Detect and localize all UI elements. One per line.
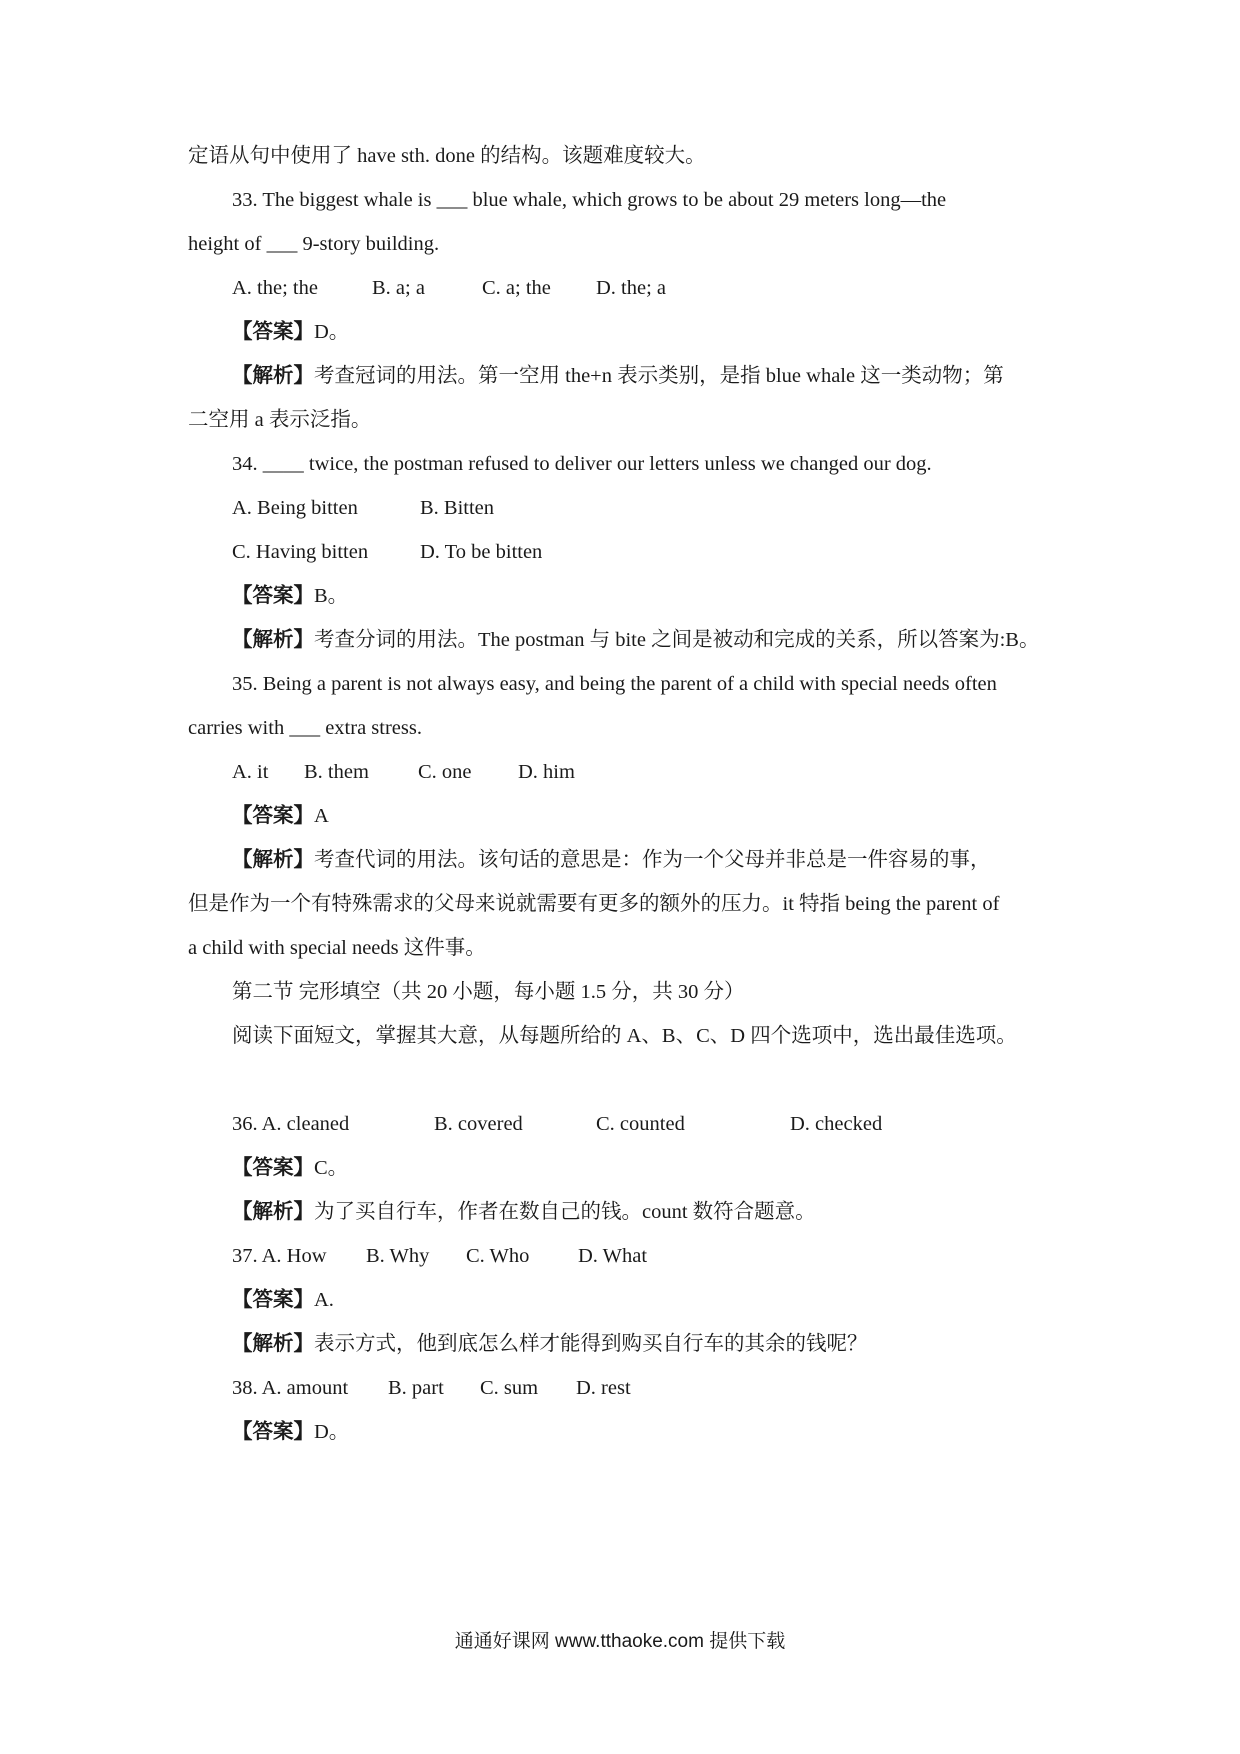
analysis-text: 表示方式，他到底怎么样才能得到购买自行车的其余的钱呢？ xyxy=(314,1333,868,1355)
q38-options xyxy=(232,1373,631,1403)
q37-answer xyxy=(232,1285,334,1315)
q34-answer xyxy=(232,581,348,611)
answer-label: 【答案】 xyxy=(232,321,314,343)
q35-answer xyxy=(232,801,329,831)
answer-label: 【答案】 xyxy=(232,585,314,607)
q33-stem-line2: height of ___ 9-story building. xyxy=(188,233,440,255)
answer-label: 【答案】 xyxy=(232,1157,314,1179)
q34-option-c: C. Having bitten xyxy=(232,541,369,563)
q34-analysis-line1 xyxy=(232,625,1039,655)
q38-option-a: 38. A. amount xyxy=(232,1377,349,1399)
q35-analysis-line3: a child with special needs 这件事。 xyxy=(188,937,486,959)
q35-stem-line2: carries with ___ extra stress. xyxy=(188,717,422,739)
page-footer: 通通好课网 www.tthaoke.com 提供下载 xyxy=(454,1631,786,1652)
q38-option-d: D. rest xyxy=(576,1377,631,1399)
q33-option-b: B. a; a xyxy=(372,277,425,299)
analysis-label: 【解析】 xyxy=(232,849,314,871)
q36-option-b: B. covered xyxy=(434,1113,523,1135)
q34-option-b: B. Bitten xyxy=(420,497,495,519)
q38-answer xyxy=(232,1417,349,1447)
q36-options xyxy=(232,1109,882,1139)
section2-instruction: 阅读下面短文，掌握其大意，从每题所给的 A、B、C、D 四个选项中，选出最佳选项。 xyxy=(232,1025,1017,1047)
q33-analysis-line1 xyxy=(232,361,1004,391)
q36-option-a: 36. A. cleaned xyxy=(232,1113,350,1135)
q37-option-a: 37. A. How xyxy=(232,1245,327,1267)
answer-label: 【答案】 xyxy=(232,805,314,827)
analysis-label: 【解析】 xyxy=(232,1333,314,1355)
analysis-text: 考查冠词的用法。第一空用 the+n 表示类别，是指 blue whale 这一类动物；第 xyxy=(314,365,1004,387)
answer-value: B。 xyxy=(314,585,349,607)
q34-option-a: A. Being bitten xyxy=(232,497,358,519)
analysis-text: 为了买自行车，作者在数自己的钱。count 数符合题意。 xyxy=(314,1201,816,1223)
q35-option-c: C. one xyxy=(418,761,472,783)
intro-line: 定语从句中使用了 have sth. done 的结构。该题难度较大。 xyxy=(188,145,706,167)
q37-option-d: D. What xyxy=(578,1245,648,1267)
analysis-text: 考查分词的用法。The postman 与 bite 之间是被动和完成的关系，所以答案为:B。 xyxy=(314,629,1040,651)
q33-option-c: C. a; the xyxy=(482,277,551,299)
q34-options-row1 xyxy=(232,493,494,523)
analysis-label: 【解析】 xyxy=(232,365,314,387)
q34-option-d: D. To be bitten xyxy=(420,541,543,563)
q35-analysis-line1 xyxy=(232,845,991,875)
q33-option-d: D. the; a xyxy=(596,277,667,299)
q36-option-d: D. checked xyxy=(790,1113,883,1135)
q33-options xyxy=(232,273,666,303)
q37-analysis-line1 xyxy=(232,1329,868,1359)
q34-stem-line1: 34. ____ twice, the postman refused to deliver our letters unless we changed our dog. xyxy=(232,453,932,475)
analysis-label: 【解析】 xyxy=(232,629,314,651)
q35-option-b: B. them xyxy=(304,761,369,783)
q35-stem-line1: 35. Being a parent is not always easy, and being the parent of a child with special needs often xyxy=(232,673,997,695)
answer-value: D。 xyxy=(314,1421,350,1443)
answer-value: A xyxy=(314,805,329,827)
q36-option-c: C. counted xyxy=(596,1113,685,1135)
q35-option-a: A. it xyxy=(232,761,269,783)
q33-answer xyxy=(232,317,349,347)
q33-option-a: A. the; the xyxy=(232,277,318,299)
section2-title: 第二节 完形填空（共 20 小题，每小题 1.5 分，共 30 分） xyxy=(232,981,745,1003)
q37-option-c: C. Who xyxy=(466,1245,530,1267)
answer-value: D。 xyxy=(314,321,350,343)
q38-option-c: C. sum xyxy=(480,1377,539,1399)
q33-analysis-line2: 二空用 a 表示泛指。 xyxy=(188,409,372,431)
analysis-text: 考查代词的用法。该句话的意思是：作为一个父母并非总是一件容易的事， xyxy=(314,849,991,871)
q34-options-row2 xyxy=(232,537,542,567)
q37-options xyxy=(232,1241,647,1271)
answer-label: 【答案】 xyxy=(232,1421,314,1443)
q36-answer xyxy=(232,1153,348,1183)
answer-value: C。 xyxy=(314,1157,349,1179)
q35-options xyxy=(232,757,575,787)
q37-option-b: B. Why xyxy=(366,1245,430,1267)
q38-option-b: B. part xyxy=(388,1377,444,1399)
q36-analysis-line1 xyxy=(232,1197,816,1227)
q35-option-d: D. him xyxy=(518,761,575,783)
analysis-label: 【解析】 xyxy=(232,1201,314,1223)
answer-value: A. xyxy=(314,1289,334,1311)
q33-stem-line1: 33. The biggest whale is ___ blue whale, which grows to be about 29 meters long—the xyxy=(232,189,947,211)
answer-label: 【答案】 xyxy=(232,1289,314,1311)
q35-analysis-line2: 但是作为一个有特殊需求的父母来说就需要有更多的额外的压力。it 特指 being the parent of xyxy=(188,893,1000,915)
